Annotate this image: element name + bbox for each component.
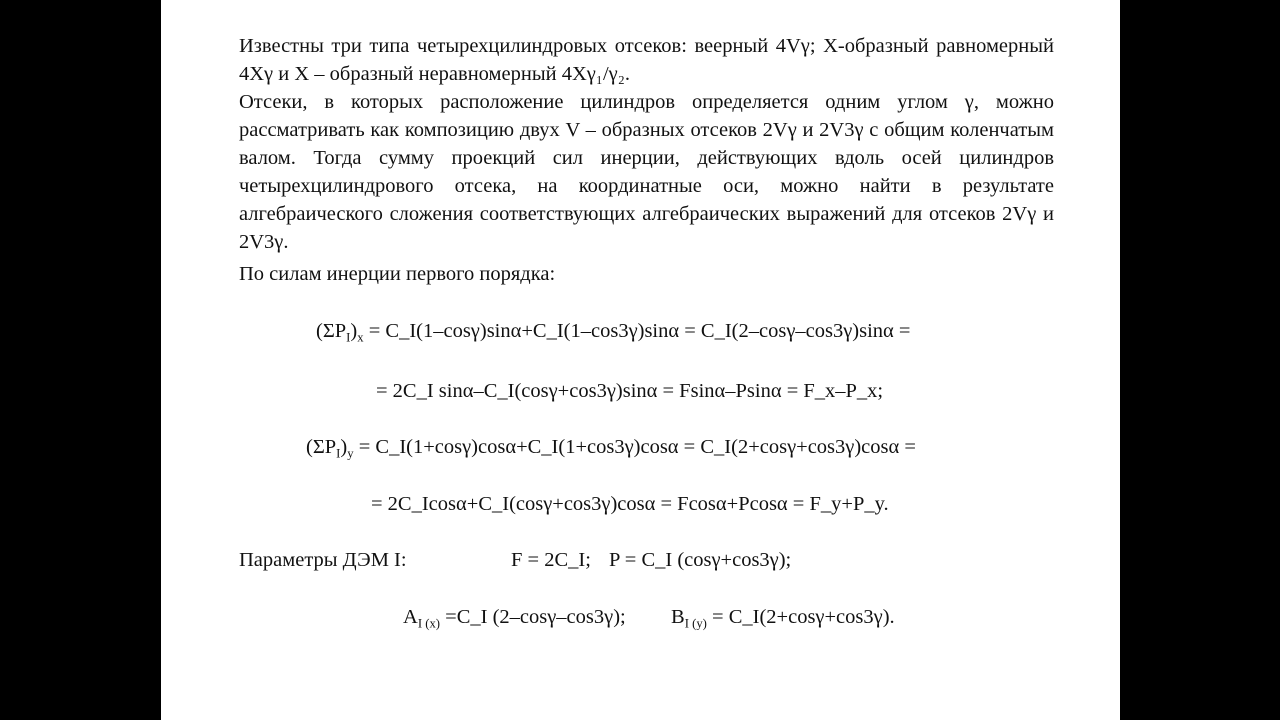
eq3-lhs-sub2: y bbox=[347, 446, 354, 461]
params-label bbox=[239, 549, 407, 572]
equation-1 bbox=[316, 320, 910, 343]
paragraph-2 bbox=[239, 88, 1054, 256]
paragraph-3 bbox=[239, 260, 1054, 288]
eq3-lhs-close: ) bbox=[340, 436, 348, 458]
A-label: A bbox=[403, 606, 418, 628]
A-sub: I (x) bbox=[417, 616, 441, 631]
eq1-lhs-close: ) bbox=[350, 320, 358, 342]
paragraph-1-text: Известны три типа четырехцилиндровых отсеков: веерный 4Vγ; Х-образный равномерный 4Хγ и Х – образный неравномерный 4Хγ₁/γ₂. bbox=[239, 35, 1054, 85]
eq3-lhs-sub: I bbox=[336, 446, 341, 461]
document-page bbox=[161, 0, 1120, 720]
params-F-text: F = 2C_I; bbox=[511, 549, 591, 571]
eq4-text: = 2C_Icosα+C_I(cosγ+cos3γ)cosα = Fcosα+Pcosα = F_y+P_y. bbox=[371, 493, 889, 515]
B-rhs: = C_I(2+cosγ+cos3γ). bbox=[712, 606, 895, 628]
params-P-text: P = C_I (cosγ+cos3γ); bbox=[609, 549, 792, 571]
eq1-lhs-sub: I bbox=[346, 330, 351, 345]
equation-3 bbox=[306, 436, 916, 459]
equation-4 bbox=[371, 493, 889, 516]
eq3-lhs: (ΣP bbox=[306, 436, 337, 458]
params-P bbox=[609, 549, 791, 572]
eq1-rhs: = C_I(1–cosγ)sinα+C_I(1–cos3γ)sinα = C_I(2–cosγ–cos3γ)sinα = bbox=[368, 320, 911, 342]
paragraph-2-text: Отсеки, в которых расположение цилиндров определяется одним углом γ, можно рассматривать как композицию двух V – образных отсеков 2Vγ и 2V3γ с общим коленчатым валом. Тогда сумму проекций сил инерции, действующих вдоль осей цилиндров четырехцилиндрового отсека, на координатные оси, можно найти в результате алгебраического сложения соответствующих алгебраических выражений для отсеков 2Vγ и 2V3γ. bbox=[239, 91, 1054, 253]
A-rhs: =C_I (2–cosγ–cos3γ); bbox=[445, 606, 626, 628]
paragraph-3-text: По силам инерции первого порядка: bbox=[239, 263, 556, 285]
params-label-text: Параметры ДЭМ I: bbox=[239, 549, 407, 571]
paragraph-1 bbox=[239, 32, 1054, 88]
eq2-text: = 2C_I sinα–C_I(cosγ+cos3γ)sinα = Fsinα–Psinα = F_x–P_x; bbox=[376, 380, 884, 402]
equation-A bbox=[403, 606, 626, 629]
eq3-rhs: = C_I(1+cosγ)cosα+C_I(1+cos3γ)cosα = C_I(2+cosγ+cos3γ)cosα = bbox=[358, 436, 916, 458]
B-sub: I (y) bbox=[684, 616, 707, 631]
params-F bbox=[511, 549, 591, 572]
equation-B bbox=[671, 606, 895, 629]
eq1-lhs: (ΣP bbox=[316, 320, 347, 342]
B-label: B bbox=[671, 606, 685, 628]
equation-2 bbox=[376, 380, 883, 403]
eq1-lhs-sub2: x bbox=[357, 330, 364, 345]
